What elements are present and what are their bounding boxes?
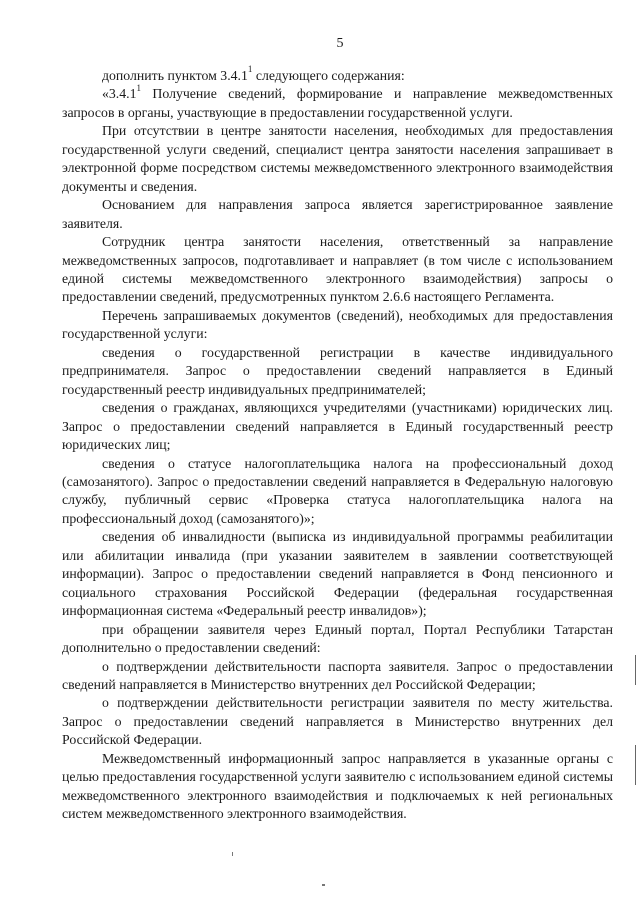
paragraph: При отсутствии в центре занятости населения, необходимых для предоставления государственной услуги сведений, специалист центра занятости населения запрашивает в электронной форме посредством системы межведомственного электронного взаимодействия документы и сведения. [62,123,613,194]
paragraph: сведения об инвалидности (выписка из индивидуальной программы реабилитации или абилитации инвалида (при указании заявителем в заявлении соответствующей информации). Запрос о предоставлении сведений направляется в Фонд пенсионного и социального страхования Российской Федерации (федеральная государственная информационная система «Федеральный реестр инвалидов»); [62,529,613,619]
paragraph: Основанием для направления запроса является зарегистрированное заявление заявителя. [62,197,613,231]
scan-speck [322,884,325,886]
document-body [62,64,613,824]
scan-edge-mark [635,745,636,785]
paragraph: о подтверждении действительности паспорта заявителя. Запрос о предоставлении сведений направляется в Министерство внутренних дел Российской Федерации; [62,658,613,692]
page-number: 5 [336,36,344,51]
paragraph: Сотрудник центра занятости населения, ответственный за направление межведомственных запросов, подготавливает и направляет (в том числе с использованием единой системы межведомственного электронного взаимодействия) запросы о предоставлении сведений, предусмотренных пунктом 2.6.6 настоящего Регламента. [62,234,613,305]
paragraph: сведения о гражданах, являющихся учредителями (участниками) юридических лиц. Запрос о предоставлении сведений направляется в Единый государственный реестр юридических лиц; [62,400,613,453]
paragraph: сведения о государственной регистрации в качестве индивидуального предпринимателя. Запрос о предоставлении сведений направляется в Единый государственный реестр индивидуальных предпринимателей; [62,344,613,397]
scan-edge-mark [635,655,636,685]
paragraph: Межведомственный информационный запрос направляется в указанные органы с целью предоставления государственной услуги заявителю с использованием единой системы межведомственного электронного взаимодействия и подключаемых к ней региональных систем межведомственного электронного взаимодействия. [62,750,613,822]
paragraph: о подтверждении действительности регистрации заявителя по месту жительства. Запрос о предоставлении сведений направляется в Министерство внутренних дел Российской Федерации. [62,695,613,748]
paragraph: дополнить пунктом 3.4.1$^1$ следующего содержания: [102,64,405,83]
scan-speck [232,852,233,856]
paragraph: при обращении заявителя через Единый портал, Портал Республики Татарстан дополнительно о предоставлении сведений: [62,621,613,656]
paragraph: Перечень запрашиваемых документов (сведений), необходимых для предоставления государственной услуги: [62,307,613,342]
paragraph: «3.4.1$^1$ Получение сведений, формирование и направление межведомственных запросов в органы, участвующие в предоставлении государственной услуги. [62,82,613,120]
paragraph: сведения о статусе налогоплательщика налога на профессиональный доход (самозанятого). Запрос о предоставлении сведений направляется в Федеральную налоговую службу, публичный сервис «Проверка статуса налогоплательщика налога на профессиональный доход (самозанятого)»; [62,455,613,526]
